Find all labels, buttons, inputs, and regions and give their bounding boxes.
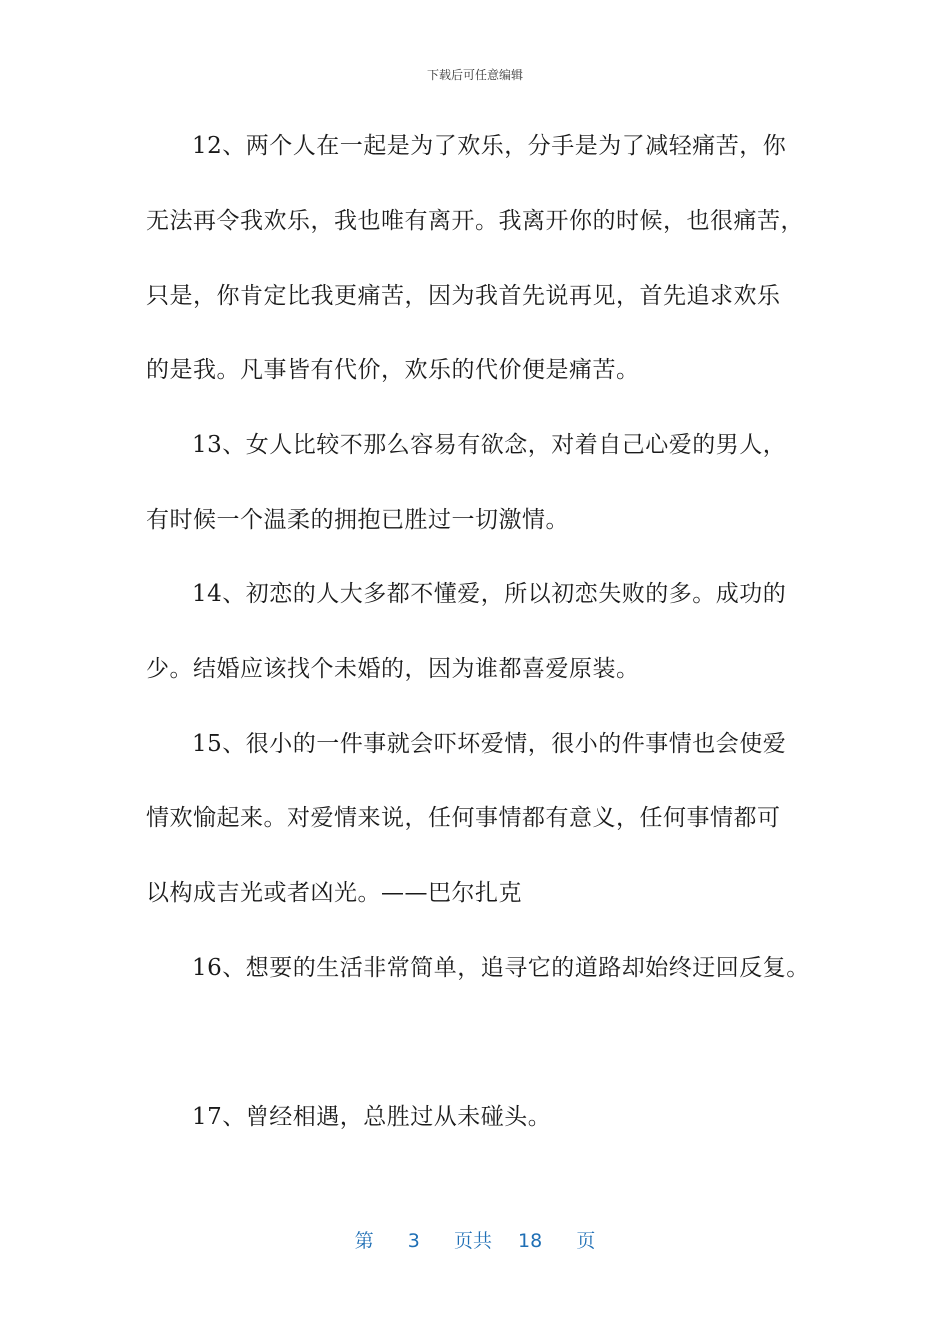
page-label: 第	[354, 1230, 374, 1252]
paragraph-13-line-1: 13、女人比较不那么容易有欲念，对着自己心爱的男人，	[192, 432, 787, 458]
paragraph-15-line-2: 情欢愉起来。对爱情来说，任何事情都有意义，任何事情都可	[146, 805, 781, 831]
paragraph-16-line-1: 16、想要的生活非常简单，追寻它的道路却始终迂回反复。	[192, 955, 810, 981]
page-suffix: 页	[576, 1230, 596, 1252]
paragraph-17-line-1: 17、曾经相遇，总胜过从未碰头。	[192, 1104, 552, 1130]
paragraph-15-line-1: 15、很小的一件事就会吓坏爱情，很小的件事情也会使爱	[192, 731, 787, 757]
paragraph-12-line-4: 的是我。凡事皆有代价，欢乐的代价便是痛苦。	[146, 357, 640, 383]
paragraph-12-line-2: 无法再令我欢乐，我也唯有离开。我离开你的时候，也很痛苦，	[146, 208, 804, 234]
paragraph-14-line-2: 少。结婚应该找个未婚的，因为谁都喜爱原装。	[146, 656, 640, 682]
total-label: 页共	[453, 1230, 492, 1252]
header-note: 下载后可任意编辑	[426, 68, 523, 82]
page-number: 3	[407, 1230, 420, 1252]
paragraph-13-line-2: 有时候一个温柔的拥抱已胜过一切激情。	[146, 507, 569, 533]
paragraph-15-line-3: 以构成吉光或者凶光。——巴尔扎克	[146, 880, 522, 906]
paragraph-12-line-3: 只是，你肯定比我更痛苦，因为我首先说再见，首先追求欢乐	[146, 283, 781, 309]
paragraph-12-line-1: 12、两个人在一起是为了欢乐，分手是为了减轻痛苦，你	[192, 133, 787, 159]
page-footer	[0, 1226, 950, 1253]
total-pages: 18	[518, 1230, 543, 1252]
paragraph-14-line-1: 14、初恋的人大多都不懂爱，所以初恋失败的多。成功的	[192, 581, 787, 607]
